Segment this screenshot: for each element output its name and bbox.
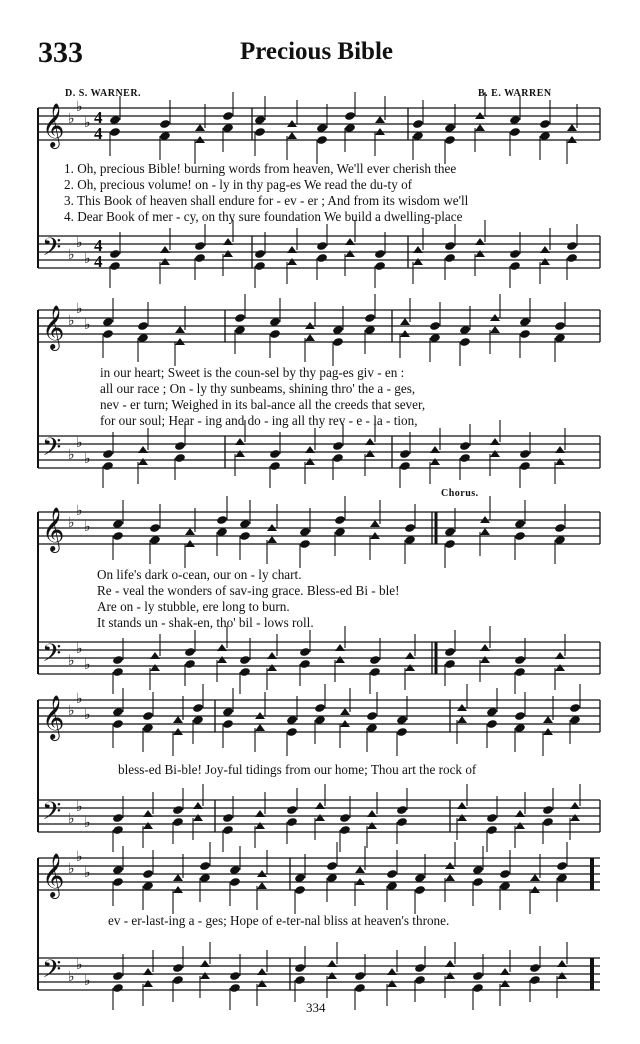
note-head <box>229 877 241 887</box>
note-head <box>370 520 380 527</box>
note-head <box>142 869 154 879</box>
note-head <box>222 825 234 835</box>
note-head <box>445 960 455 967</box>
note-head <box>514 667 526 677</box>
flat-icon: ♭ <box>84 115 91 131</box>
note-head <box>519 461 531 471</box>
note-head <box>185 528 195 535</box>
note-head <box>529 963 541 973</box>
note-head <box>457 716 467 723</box>
bass-clef-icon: 𝄢 <box>42 955 62 990</box>
treble-clef-icon: 𝄞 <box>42 507 65 551</box>
system-1-verse-4: 4. Dear Book of mer - cy, on thy sure foundation We build a dwelling-place <box>64 209 463 224</box>
note-head <box>387 968 397 975</box>
treble-clef-icon: 𝄞 <box>42 103 65 147</box>
flat-icon: ♭ <box>68 703 75 719</box>
flat-icon: ♭ <box>84 519 91 535</box>
note-head <box>387 980 397 987</box>
note-head <box>102 329 114 339</box>
system-3-verse-1: On life's dark o-cean, our on - ly chart. <box>97 567 302 582</box>
note-head <box>414 975 426 985</box>
note-head <box>345 238 355 245</box>
note-head <box>367 810 377 817</box>
note-head <box>514 711 526 721</box>
note-head <box>184 647 196 657</box>
note-head <box>222 813 234 823</box>
note-head <box>500 980 510 987</box>
note-head <box>175 326 185 333</box>
note-head <box>173 716 183 723</box>
flat-icon: ♭ <box>76 435 83 451</box>
note-head <box>137 321 149 331</box>
note-head <box>404 523 416 533</box>
note-head <box>490 326 500 333</box>
note-head <box>109 261 121 271</box>
note-head <box>184 659 196 669</box>
note-head <box>540 246 550 253</box>
lyricist-credit: D. S. WARNER. <box>65 88 142 99</box>
note-head <box>286 727 298 737</box>
note-head <box>150 652 160 659</box>
note-head <box>160 246 170 253</box>
note-head <box>173 874 183 881</box>
note-head <box>326 861 338 871</box>
note-head <box>287 246 297 253</box>
note-head <box>143 968 153 975</box>
note-head <box>355 866 365 873</box>
note-head <box>472 971 484 981</box>
note-head <box>480 656 490 663</box>
note-head <box>475 238 485 245</box>
note-head <box>217 644 227 651</box>
note-head <box>486 719 498 729</box>
note-head <box>286 805 298 815</box>
flat-icon: ♭ <box>76 301 83 317</box>
note-head <box>216 515 228 525</box>
flat-icon: ♭ <box>76 691 83 707</box>
note-head <box>354 971 366 981</box>
note-head <box>172 963 184 973</box>
system-3-verse-4: It stands un - shak-en, tho' bil - lows roll. <box>97 615 314 630</box>
note-head <box>160 258 170 265</box>
note-head <box>150 664 160 671</box>
note-head <box>542 805 554 815</box>
system-3-verse-3: Are on - ly stubble, ere long to burn. <box>97 599 290 614</box>
note-head <box>539 119 551 129</box>
note-head <box>369 655 381 665</box>
note-head <box>269 461 281 471</box>
note-head <box>239 531 251 541</box>
system-1-verse-2: 2. Oh, precious volume! on - ly in thy pag-es We read the du-ty of <box>64 177 413 192</box>
note-head <box>490 438 500 445</box>
flat-icon: ♭ <box>84 451 91 467</box>
note-head <box>475 250 485 257</box>
note-head <box>229 983 241 993</box>
note-head <box>430 446 440 453</box>
note-head <box>400 318 410 325</box>
note-head <box>530 874 540 881</box>
note-head <box>459 441 471 451</box>
note-head <box>413 258 423 265</box>
note-head <box>509 261 521 271</box>
note-head <box>445 874 455 881</box>
note-head <box>138 446 148 453</box>
hymn-number: 333 <box>38 36 83 69</box>
note-head <box>430 458 440 465</box>
note-head <box>254 127 266 137</box>
note-head <box>354 983 366 993</box>
flat-icon: ♭ <box>76 799 83 815</box>
note-head <box>112 719 124 729</box>
treble-clef-icon: 𝄞 <box>42 305 65 349</box>
note-head <box>486 825 498 835</box>
note-head <box>396 805 408 815</box>
note-head <box>340 708 350 715</box>
note-head <box>445 972 455 979</box>
note-head <box>174 453 186 463</box>
note-head <box>223 250 233 257</box>
note-head <box>257 980 267 987</box>
note-head <box>499 869 511 879</box>
system-2-verse-4: for our soul; Hear - ing and do - ing all thy rev - e - la - tion, <box>100 413 418 428</box>
note-head <box>267 652 277 659</box>
note-head <box>305 446 315 453</box>
note-head <box>459 337 471 347</box>
system-3-verse-2: Re - veal the wonders of sav-ing grace. Bless-ed Bi - ble! <box>97 583 400 598</box>
note-head <box>542 817 554 827</box>
note-head <box>143 980 153 987</box>
flat-icon: ♭ <box>68 247 75 263</box>
note-head <box>102 461 114 471</box>
note-head <box>339 825 351 835</box>
note-head <box>222 111 234 121</box>
note-head <box>316 253 328 263</box>
note-head <box>112 877 124 887</box>
system-1-verse-1: 1. Oh, precious Bible! burning words from heaven, We'll ever cherish thee <box>64 161 457 176</box>
note-head <box>299 647 311 657</box>
note-head <box>172 817 184 827</box>
note-head <box>480 644 490 651</box>
flat-icon: ♭ <box>68 969 75 985</box>
note-head <box>172 805 184 815</box>
note-head <box>194 253 206 263</box>
note-head <box>299 659 311 669</box>
note-head <box>102 449 114 459</box>
note-head <box>554 321 566 331</box>
note-head <box>269 449 281 459</box>
flat-icon: ♭ <box>84 251 91 267</box>
note-head <box>457 814 467 821</box>
note-head <box>109 249 121 259</box>
note-head <box>457 802 467 809</box>
note-head <box>557 972 567 979</box>
note-head <box>444 135 456 145</box>
note-head <box>257 968 267 975</box>
note-head <box>334 515 346 525</box>
system-1-verse-3: 3. This Book of heaven shall endure for - ev - er ; And from its wisdom we'll <box>64 193 469 208</box>
note-head <box>332 453 344 463</box>
note-head <box>557 960 567 967</box>
note-head <box>112 825 124 835</box>
flat-icon: ♭ <box>76 235 83 251</box>
note-head <box>500 968 510 975</box>
note-head <box>555 652 565 659</box>
note-head <box>109 127 121 137</box>
flat-icon: ♭ <box>76 503 83 519</box>
note-head <box>287 132 297 139</box>
note-head <box>566 241 578 251</box>
note-head <box>556 861 568 871</box>
note-head <box>195 124 205 131</box>
note-head <box>305 334 315 341</box>
chorus-label: Chorus. <box>441 488 479 499</box>
note-head <box>555 664 565 671</box>
treble-clef-icon: 𝄞 <box>42 853 65 897</box>
flat-icon: ♭ <box>84 865 91 881</box>
note-head <box>299 539 311 549</box>
note-head <box>515 822 525 829</box>
note-head <box>138 458 148 465</box>
note-head <box>529 975 541 985</box>
note-head <box>200 972 210 979</box>
note-head <box>316 135 328 145</box>
note-head <box>444 241 456 251</box>
note-head <box>399 461 411 471</box>
note-head <box>294 963 306 973</box>
note-head <box>143 810 153 817</box>
note-head <box>112 531 124 541</box>
bass-clef-icon: 𝄢 <box>42 233 62 268</box>
note-head <box>257 882 267 889</box>
note-head <box>345 250 355 257</box>
note-head <box>570 802 580 809</box>
note-head <box>159 119 171 129</box>
flat-icon: ♭ <box>76 99 83 115</box>
note-head <box>514 655 526 665</box>
note-head <box>235 450 245 457</box>
note-head <box>287 258 297 265</box>
note-head <box>364 313 376 323</box>
note-head <box>486 813 498 823</box>
note-head <box>444 647 456 657</box>
note-head <box>112 667 124 677</box>
flat-icon: ♭ <box>68 653 75 669</box>
note-head <box>239 655 251 665</box>
note-head <box>374 249 386 259</box>
note-head <box>267 536 277 543</box>
time-signature: 4 <box>94 124 103 143</box>
system-2-verse-1: in our heart; Sweet is the coun-sel by thy pag-es giv - en : <box>100 365 405 380</box>
note-head <box>335 644 345 651</box>
note-head <box>413 246 423 253</box>
note-head <box>366 711 378 721</box>
note-head <box>543 716 553 723</box>
flat-icon: ♭ <box>68 447 75 463</box>
note-head <box>112 971 124 981</box>
flat-icon: ♭ <box>76 849 83 865</box>
bass-clef-icon: 𝄢 <box>42 433 62 468</box>
note-head <box>239 667 251 677</box>
note-head <box>112 655 124 665</box>
note-head <box>472 983 484 993</box>
note-head <box>509 127 521 137</box>
note-head <box>405 664 415 671</box>
note-head <box>286 817 298 827</box>
note-head <box>515 810 525 817</box>
bass-clef-icon: 𝄢 <box>42 797 62 832</box>
flat-icon: ♭ <box>84 707 91 723</box>
note-head <box>509 249 521 259</box>
note-head <box>254 249 266 259</box>
note-head <box>429 321 441 331</box>
note-head <box>414 885 426 895</box>
composer-credit: B. E. WARREN <box>478 88 552 99</box>
system-4-lyrics: bless-ed Bi-ble! Joy-ful tidings from our home; Thou art the rock of <box>118 762 477 777</box>
note-head <box>459 453 471 463</box>
note-head <box>567 124 577 131</box>
flat-icon: ♭ <box>84 657 91 673</box>
note-head <box>365 438 375 445</box>
note-head <box>490 450 500 457</box>
note-head <box>475 124 485 131</box>
note-head <box>267 664 277 671</box>
note-head <box>255 822 265 829</box>
note-head <box>316 241 328 251</box>
note-head <box>555 458 565 465</box>
note-head <box>399 449 411 459</box>
note-head <box>194 241 206 251</box>
note-head <box>569 703 581 713</box>
note-head <box>112 813 124 823</box>
note-head <box>222 719 234 729</box>
note-head <box>405 652 415 659</box>
system-2-verse-3: nev - er turn; Weighed in its bal-ance all the creeds that sever, <box>100 397 426 412</box>
note-head <box>375 116 385 123</box>
note-head <box>327 960 337 967</box>
flat-icon: ♭ <box>84 317 91 333</box>
note-head <box>344 111 356 121</box>
note-head <box>396 817 408 827</box>
flat-icon: ♭ <box>68 111 75 127</box>
note-head <box>327 972 337 979</box>
time-signature: 4 <box>94 252 103 271</box>
hymn-title: Precious Bible <box>240 38 394 65</box>
note-head <box>294 975 306 985</box>
bass-clef-icon: 𝄢 <box>42 639 62 674</box>
note-head <box>149 523 161 533</box>
note-head <box>332 337 344 347</box>
note-head <box>174 441 186 451</box>
note-head <box>555 446 565 453</box>
note-head <box>234 313 246 323</box>
note-head <box>374 261 386 271</box>
note-head <box>519 449 531 459</box>
note-head <box>269 329 281 339</box>
note-head <box>480 528 490 535</box>
flat-icon: ♭ <box>84 973 91 989</box>
note-head <box>199 861 211 871</box>
note-head <box>412 119 424 129</box>
note-head <box>315 814 325 821</box>
note-head <box>255 810 265 817</box>
note-head <box>235 438 245 445</box>
note-head <box>332 441 344 451</box>
note-head <box>554 523 566 533</box>
time-signature: 4 <box>94 108 103 127</box>
note-head <box>200 960 210 967</box>
note-head <box>255 724 265 731</box>
treble-clef-icon: 𝄞 <box>42 695 65 739</box>
system-2-verse-2: all our race ; On - ly thy sunbeams, shining thro' the a - ges, <box>100 381 416 396</box>
note-head <box>339 813 351 823</box>
note-head <box>444 539 456 549</box>
note-head <box>223 238 233 245</box>
flat-icon: ♭ <box>76 641 83 657</box>
note-head <box>566 253 578 263</box>
note-head <box>229 971 241 981</box>
note-head <box>396 727 408 737</box>
note-head <box>192 703 204 713</box>
note-head <box>143 822 153 829</box>
note-head <box>444 253 456 263</box>
note-head <box>519 329 531 339</box>
note-head <box>305 458 315 465</box>
note-head <box>365 450 375 457</box>
flat-icon: ♭ <box>68 811 75 827</box>
note-head <box>193 802 203 809</box>
note-head <box>369 667 381 677</box>
note-head <box>254 261 266 271</box>
note-head <box>570 814 580 821</box>
time-signature: 4 <box>94 236 103 255</box>
flat-icon: ♭ <box>84 815 91 831</box>
flat-icon: ♭ <box>68 861 75 877</box>
system-5-lyrics: ev - er-last-ing a - ges; Hope of e-ter-nal bliss at heaven's throne. <box>108 913 450 928</box>
note-head <box>294 885 306 895</box>
note-head <box>444 659 456 669</box>
note-head <box>142 711 154 721</box>
flat-icon: ♭ <box>68 313 75 329</box>
note-head <box>414 963 426 973</box>
flat-icon: ♭ <box>68 515 75 531</box>
note-head <box>217 656 227 663</box>
page-number: 334 <box>306 1000 326 1015</box>
note-head <box>315 802 325 809</box>
note-head <box>335 656 345 663</box>
flat-icon: ♭ <box>76 957 83 973</box>
note-head <box>172 975 184 985</box>
note-head <box>112 983 124 993</box>
note-head <box>472 877 484 887</box>
note-head <box>386 869 398 879</box>
note-head <box>314 703 326 713</box>
note-head <box>193 814 203 821</box>
note-head <box>367 822 377 829</box>
note-head <box>540 258 550 265</box>
note-head <box>514 531 526 541</box>
